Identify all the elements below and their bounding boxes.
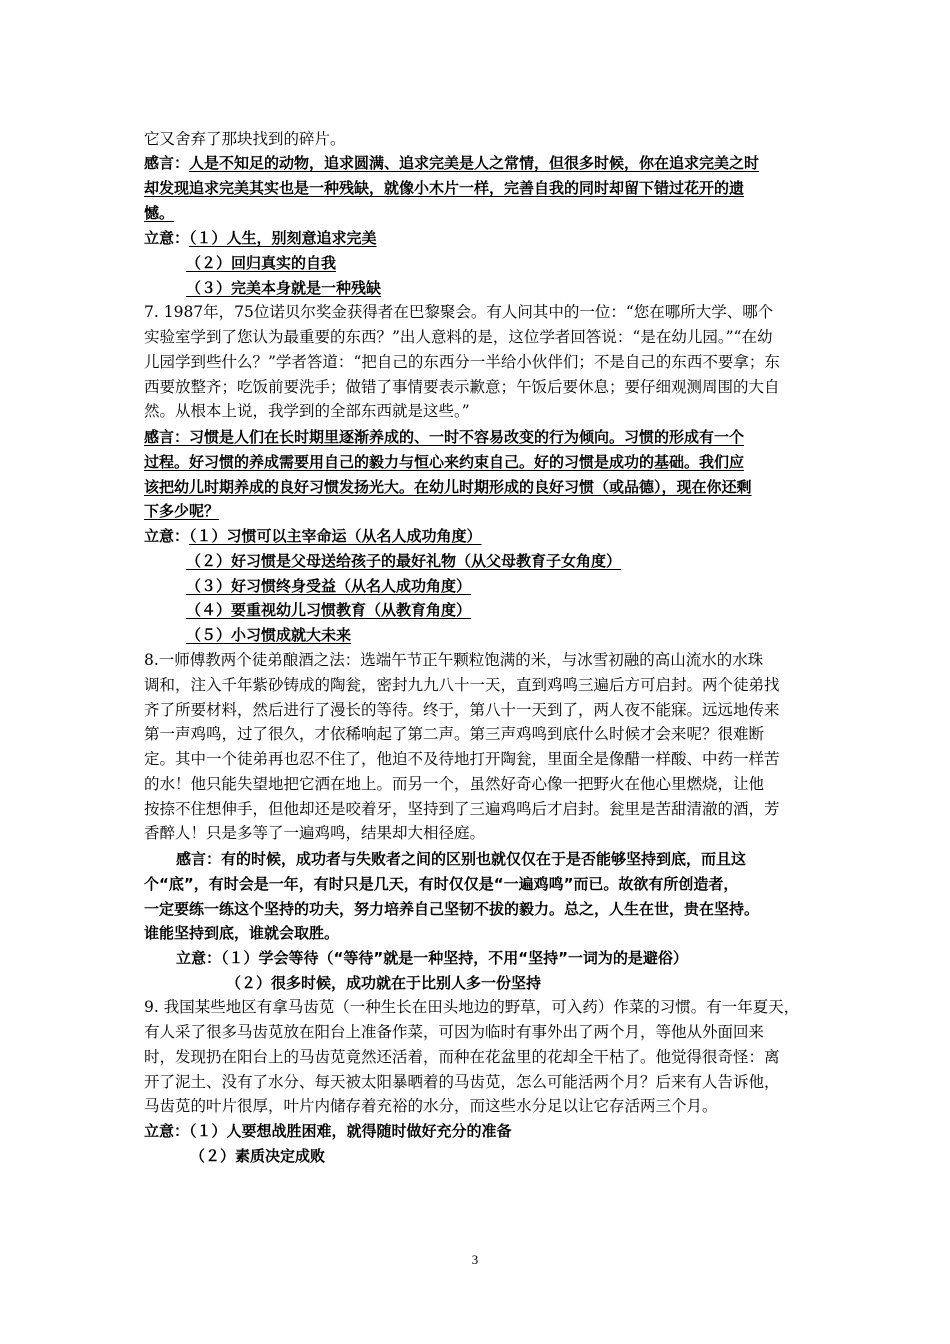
reflection-line: 感言：习惯是人们在长时期里逐渐养成的、一时不容易改变的行为倾向。习惯的形成有一个: [144, 428, 745, 446]
theme-item: （２）很多时候，成功就在于比别人多一份坚持: [226, 974, 542, 992]
reflection-label: 感言：: [144, 154, 190, 172]
theme-item: （１）人生，别刻意追求完美: [189, 229, 377, 247]
reflection-line: [144, 153, 759, 173]
story-line: 开了泥土、没有了水分、每天被太阳暴晒着的马齿苋，怎么可能活两个月？后来有人告诉他，: [144, 1073, 780, 1091]
story-line: 时，发现扔在阳台上的马齿苋竟然还活着，而种在花盆里的花却全干枯了。他觉得很奇怪：离: [144, 1048, 780, 1066]
page-number: 3: [471, 1252, 479, 1267]
story-line: 西要放整齐；吃饭前要洗手；做错了事情要表示歉意；午饭后要休息；要仔细观测周围的大自: [144, 378, 780, 396]
reflection-text: 人是不知足的动物，追求圆满、追求完美是人之常情，但很多时候，你在追求完美之时: [189, 154, 760, 172]
theme-line: 立意：（１）学会等待（“等待”就是一种坚持，不用“坚持”一词为的是避俗）: [176, 949, 688, 967]
story-line: 按捺不住想伸手，但他却还是咬着牙，坚持到了三遍鸡鸣后才启封。瓮里是苦甜清澈的酒，芳: [144, 800, 780, 818]
theme-label: 立意：: [144, 527, 190, 545]
reflection-line: 感言：有的时候，成功者与失败者之间的区别也就仅仅在于是否能够坚持到底，而且这: [176, 850, 747, 868]
story-line: 齐了所要材料，然后进行了漫长的等待。终于，第八十一天到了，两人夜不能寐。远远地传来: [144, 701, 780, 719]
story-line: 的水！他只能失望地把它洒在地上。而另一个，虽然好奇心像一把野火在他心里燃烧，让他: [144, 775, 765, 793]
theme-item: （５）小习惯成就大未来: [186, 626, 352, 644]
reflection-line: 过程。好习惯的养成需要用自己的毅力与恒心来约束自己。好的习惯是成功的基础。我们应: [144, 453, 745, 471]
theme-line: [144, 526, 482, 546]
theme-item: （２）好习惯是父母送给孩子的最好礼物（从父母教育子女角度）: [186, 552, 622, 570]
theme-item: （４）要重视幼儿习惯教育（从教育角度）: [186, 601, 472, 619]
story-line: 实验室学到了您认为最重要的东西？”出人意料的是，这位学者回答说：“是在幼儿园。”“在幼: [144, 328, 773, 346]
reflection-line: 个“底”，有时会是一年，有时只是几天，有时仅仅是“一遍鸡鸣”而已。故欲有所创造者，: [144, 875, 739, 893]
theme-item: （２）回归真实的自我: [186, 254, 337, 272]
story-line: 儿园学到些什么？”学者答道：“把自己的东西分一半给小伙伴们；不是自己的东西不要拿；东: [144, 353, 780, 371]
theme-item: （３）好习惯终身受益（从名人成功角度）: [186, 577, 472, 595]
theme-item: （１）习惯可以主宰命运（从名人成功角度）: [189, 527, 482, 545]
text-line: 它又舍弃了那块找到的碎片。: [144, 130, 346, 148]
reflection-line: 却发现追求完美其实也是一种残缺，就像小木片一样，完善自我的同时却留下错过花开的遗: [144, 179, 745, 197]
story-line: 调和，注入千年紫砂铸成的陶瓮，密封九九八十一天，直到鸡鸣三遍后方可启封。两个徒弟找: [144, 676, 780, 694]
story-line: 定。其中一个徒弟再也忍不住了，他迫不及待地打开陶瓮，里面全是像醋一样酸、中药一样苦: [144, 750, 780, 768]
theme-label: 立意：: [144, 229, 190, 247]
reflection-line: 一定要练一练这个坚持的功夫，努力培养自己坚韧不拔的毅力。总之，人生在世，贵在坚持。: [144, 900, 760, 918]
story-line: 香醉人！只是多等了一遍鸡鸣，结果却大相径庭。: [144, 824, 486, 842]
story-line: 有人采了很多马齿苋放在阳台上准备作菜，可因为临时有事外出了两个月，等他从外面回来: [144, 1023, 765, 1041]
theme-item: （３）完美本身就是一种残缺: [186, 279, 382, 297]
story-line: 7. 1987年，75位诺贝尔奖金获得者在巴黎聚会。有人问其中的一位：“您在哪所大学、哪个: [144, 303, 774, 321]
reflection-line: 谁能坚持到底，谁就会取胜。: [144, 924, 340, 942]
theme-item: （２）素质决定成败: [190, 1147, 326, 1165]
story-line: 9. 我国某些地区有拿马齿苋（一种生长在田头地边的野草，可入药）作菜的习惯。有一年夏天，: [144, 998, 800, 1016]
theme-line: 立意：（１）人要想战胜困难，就得随时做好充分的准备: [144, 1122, 512, 1140]
reflection-line: 下多少呢？: [144, 502, 220, 520]
story-line: 8.一师傅教两个徒弟酿酒之法：选端午节正午颗粒饱满的米，与冰雪初融的高山流水的水珠: [144, 651, 764, 669]
reflection-line: 该把幼儿时期养成的良好习惯发扬光大。在幼儿时期形成的良好习惯（或品德），现在你还剩: [144, 478, 752, 496]
story-line: 第一声鸡鸣，过了很久，才依稀响起了第二声。第三声鸡鸣到底什么时候才会来呢？很难断: [144, 725, 765, 743]
theme-line: [144, 228, 377, 248]
reflection-line: 憾。: [144, 204, 175, 222]
story-line: 马齿苋的叶片很厚，叶片内储存着充裕的水分，而这些水分足以让它存活两三个月。: [144, 1097, 718, 1115]
story-line: 然。从根本上说，我学到的全部东西就是这些。”: [144, 402, 470, 420]
